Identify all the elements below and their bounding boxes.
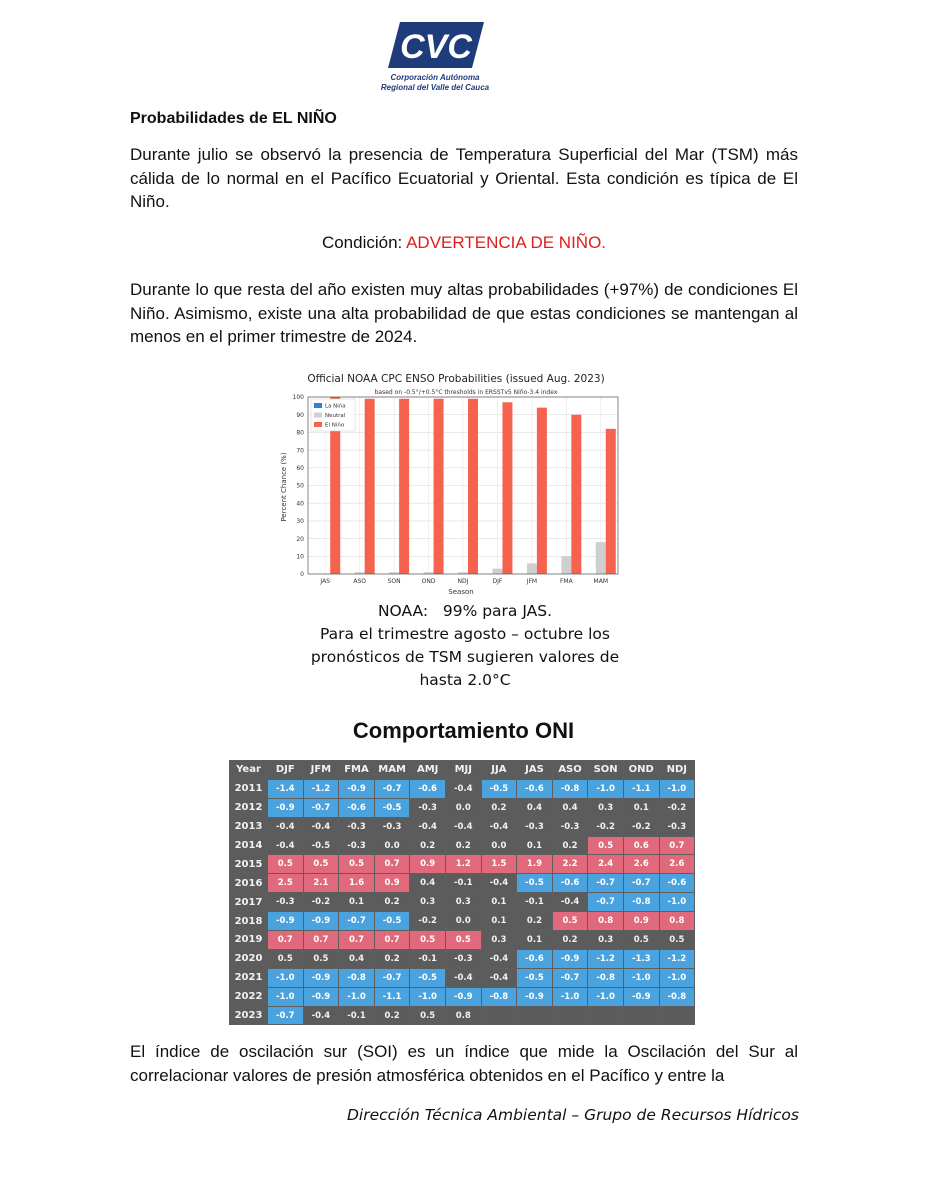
oni-row-2011 <box>230 779 695 798</box>
oni-value-cell: -0.4 <box>445 779 481 798</box>
oni-value-cell: 0.5 <box>268 855 304 874</box>
y-tick-label: 20 <box>296 535 304 543</box>
oni-value-cell: -1.1 <box>374 987 410 1006</box>
oni-value-cell: -0.2 <box>623 817 659 836</box>
oni-value-cell: -1.1 <box>623 779 659 798</box>
oni-value-cell: -0.3 <box>374 817 410 836</box>
legend-label: El Niño <box>325 422 345 429</box>
y-tick-label: 10 <box>296 553 304 561</box>
oni-value-cell: 0.5 <box>445 931 481 950</box>
oni-value-cell: 0.5 <box>659 931 695 950</box>
oni-value-cell: -1.4 <box>268 779 304 798</box>
oni-value-cell: -0.9 <box>268 798 304 817</box>
oni-value-cell <box>623 1006 659 1025</box>
oni-row-2014 <box>230 836 695 855</box>
oni-value-cell: 0.4 <box>552 798 588 817</box>
oni-value-cell: -0.2 <box>659 798 695 817</box>
oni-header-ond: OND <box>623 761 659 780</box>
oni-value-cell: -0.9 <box>623 987 659 1006</box>
oni-value-cell: 0.3 <box>445 893 481 912</box>
legend-label: La Niña <box>325 403 346 410</box>
x-tick-label: NDJ <box>457 578 469 585</box>
oni-value-cell: -0.4 <box>303 817 339 836</box>
oni-value-cell: -0.1 <box>517 893 553 912</box>
oni-value-cell: -1.0 <box>659 779 695 798</box>
oni-value-cell: -0.5 <box>517 874 553 893</box>
y-tick-label: 90 <box>296 411 304 419</box>
oni-header-son: SON <box>588 761 624 780</box>
oni-value-cell <box>588 1006 624 1025</box>
oni-year-cell: 2023 <box>230 1006 268 1025</box>
oni-value-cell: -1.0 <box>623 968 659 987</box>
oni-value-cell: -0.4 <box>481 968 517 987</box>
paragraph-probabilities: Durante lo que resta del año existen muy altas probabilidades (+97%) de condiciones El Niño. Asimismo, existe una alta probabilidad de que estas condiciones se mantengan al menos en el primer trimestre de 2024. <box>130 280 798 346</box>
oni-value-cell: 2.1 <box>303 874 339 893</box>
oni-value-cell: 2.2 <box>552 855 588 874</box>
paragraph-intro: Durante julio se observó la presencia de Temperatura Superficial del Mar (TSM) más cálida de lo normal en el Pacífico Ecuatorial y Oriental. Esta condición es típica de El Niño. <box>130 145 798 211</box>
oni-value-cell: -0.2 <box>303 893 339 912</box>
oni-value-cell: -0.3 <box>339 817 375 836</box>
oni-value-cell: 0.2 <box>517 912 553 931</box>
oni-value-cell: -0.5 <box>374 912 410 931</box>
oni-row-2012 <box>230 798 695 817</box>
oni-value-cell: -0.4 <box>481 874 517 893</box>
oni-value-cell: -0.5 <box>303 836 339 855</box>
oni-value-cell: 0.3 <box>588 931 624 950</box>
oni-value-cell: -0.4 <box>481 817 517 836</box>
oni-year-cell: 2022 <box>230 987 268 1006</box>
x-tick-label: FMA <box>559 578 573 585</box>
oni-value-cell: 0.9 <box>623 912 659 931</box>
bar-neutral-mam <box>596 542 606 574</box>
oni-value-cell: 0.5 <box>339 855 375 874</box>
oni-year-cell: 2012 <box>230 798 268 817</box>
noaa-caption-line-1: NOAA: 99% para JAS. <box>377 602 553 620</box>
oni-value-cell: 0.7 <box>339 931 375 950</box>
bar-el-ni-o-djf <box>502 402 512 574</box>
oni-row-2016 <box>230 874 695 893</box>
oni-value-cell: 0.5 <box>623 931 659 950</box>
oni-value-cell <box>481 1006 517 1025</box>
y-tick-label: 50 <box>296 482 304 490</box>
oni-value-cell: -0.6 <box>517 949 553 968</box>
oni-header-mjj: MJJ <box>445 761 481 780</box>
oni-value-cell: -0.6 <box>517 779 553 798</box>
oni-value-cell: -0.9 <box>339 779 375 798</box>
bar-neutral-fma <box>561 556 571 574</box>
oni-value-cell: 0.9 <box>374 874 410 893</box>
chart-ylabel: Percent Chance (%) <box>280 452 288 522</box>
oni-value-cell: -1.2 <box>659 949 695 968</box>
oni-value-cell: -1.0 <box>588 987 624 1006</box>
y-tick-label: 60 <box>296 465 304 472</box>
oni-value-cell: -0.7 <box>374 968 410 987</box>
oni-value-cell: -0.3 <box>410 798 446 817</box>
oni-row-2021 <box>230 968 695 987</box>
x-tick-label: OND <box>421 578 436 585</box>
oni-value-cell: -0.4 <box>445 968 481 987</box>
oni-value-cell: 0.8 <box>659 912 695 931</box>
noaa-caption-line-4: hasta 2.0°C <box>419 671 511 689</box>
oni-value-cell: -0.3 <box>339 836 375 855</box>
oni-value-cell: -0.7 <box>303 798 339 817</box>
y-tick-label: 80 <box>296 429 304 437</box>
oni-value-cell: -1.0 <box>659 893 695 912</box>
oni-value-cell: 0.2 <box>552 836 588 855</box>
oni-value-cell: 0.1 <box>339 893 375 912</box>
oni-year-cell: 2017 <box>230 893 268 912</box>
chart-legend <box>311 399 355 431</box>
chart-title: Official NOAA CPC ENSO Probabilities (issued Aug. 2023) <box>307 373 605 385</box>
oni-header-djf: DJF <box>268 761 304 780</box>
oni-value-cell: -0.2 <box>410 912 446 931</box>
oni-value-cell: -0.6 <box>552 874 588 893</box>
oni-value-cell: -0.8 <box>659 987 695 1006</box>
oni-header-year: Year <box>230 761 268 780</box>
cvc-logo <box>380 18 490 94</box>
oni-value-cell: -0.8 <box>481 987 517 1006</box>
oni-value-cell: 0.7 <box>374 855 410 874</box>
chart-subtitle: based on -0.5°/+0.5°C thresholds in ERSSTv5 Niño-3.4 index <box>374 389 558 396</box>
oni-year-cell: 2013 <box>230 817 268 836</box>
oni-value-cell: -0.6 <box>659 874 695 893</box>
y-tick-label: 0 <box>300 571 304 579</box>
oni-value-cell <box>517 1006 553 1025</box>
oni-value-cell: 0.5 <box>303 949 339 968</box>
oni-value-cell: -0.1 <box>410 949 446 968</box>
oni-value-cell: -0.4 <box>268 817 304 836</box>
oni-row-2019 <box>230 931 695 950</box>
oni-header-jfm: JFM <box>303 761 339 780</box>
noaa-caption-line-2: Para el trimestre agosto – octubre los <box>320 625 610 643</box>
oni-value-cell: -0.4 <box>303 1006 339 1025</box>
oni-value-cell: 2.5 <box>268 874 304 893</box>
oni-header-amj: AMJ <box>410 761 446 780</box>
condition-line <box>130 233 798 253</box>
oni-value-cell: -1.0 <box>659 968 695 987</box>
oni-value-cell: -0.9 <box>552 949 588 968</box>
oni-value-cell: -0.3 <box>517 817 553 836</box>
oni-row-2017 <box>230 893 695 912</box>
oni-value-cell <box>552 1006 588 1025</box>
chart-x-ticks <box>319 578 608 585</box>
oni-value-cell: -0.9 <box>445 987 481 1006</box>
bar-el-ni-o-ond <box>434 399 444 574</box>
oni-value-cell: 0.6 <box>623 836 659 855</box>
oni-value-cell: -0.9 <box>303 987 339 1006</box>
oni-value-cell <box>659 1006 695 1025</box>
oni-value-cell: 0.3 <box>410 893 446 912</box>
logo-text: CVC <box>400 28 472 66</box>
oni-value-cell: 0.9 <box>410 855 446 874</box>
oni-value-cell: 0.0 <box>445 798 481 817</box>
oni-row-2023 <box>230 1006 695 1025</box>
oni-year-cell: 2020 <box>230 949 268 968</box>
oni-row-2022 <box>230 987 695 1006</box>
oni-value-cell: -1.0 <box>410 987 446 1006</box>
oni-value-cell: 0.4 <box>339 949 375 968</box>
oni-header-ndj: NDJ <box>659 761 695 780</box>
oni-value-cell: -1.0 <box>552 987 588 1006</box>
oni-header-fma: FMA <box>339 761 375 780</box>
oni-value-cell: 0.7 <box>374 931 410 950</box>
oni-row-2013 <box>230 817 695 836</box>
oni-value-cell: 0.1 <box>623 798 659 817</box>
oni-value-cell: -0.8 <box>552 779 588 798</box>
bar-neutral-jfm <box>527 563 537 574</box>
oni-value-cell: -0.9 <box>303 912 339 931</box>
oni-value-cell: -0.3 <box>659 817 695 836</box>
oni-value-cell: -1.2 <box>303 779 339 798</box>
logo-tagline-2: Regional del Valle del Cauca <box>380 83 490 92</box>
oni-value-cell: -0.7 <box>623 874 659 893</box>
oni-value-cell: 0.8 <box>445 1006 481 1025</box>
oni-value-cell: -0.7 <box>339 912 375 931</box>
oni-value-cell: 0.2 <box>552 931 588 950</box>
x-tick-label: SON <box>387 578 401 585</box>
oni-value-cell: 0.4 <box>410 874 446 893</box>
oni-year-cell: 2018 <box>230 912 268 931</box>
oni-value-cell: -0.4 <box>410 817 446 836</box>
legend-label: Neutral <box>325 413 346 420</box>
noaa-caption <box>280 600 650 692</box>
oni-value-cell: 0.2 <box>410 836 446 855</box>
oni-value-cell: 1.9 <box>517 855 553 874</box>
oni-value-cell: -0.5 <box>374 798 410 817</box>
oni-value-cell: -0.9 <box>303 968 339 987</box>
oni-value-cell: -0.7 <box>552 968 588 987</box>
oni-value-cell: 0.5 <box>588 836 624 855</box>
oni-table-header <box>230 761 695 780</box>
oni-value-cell: -0.7 <box>588 874 624 893</box>
oni-value-cell: -0.7 <box>374 779 410 798</box>
oni-value-cell: 0.1 <box>481 912 517 931</box>
oni-value-cell: 0.5 <box>303 855 339 874</box>
oni-value-cell: -1.3 <box>623 949 659 968</box>
oni-table <box>229 760 695 1025</box>
bar-el-ni-o-ndj <box>468 399 478 574</box>
oni-value-cell: 0.4 <box>517 798 553 817</box>
oni-year-cell: 2014 <box>230 836 268 855</box>
oni-row-2018 <box>230 912 695 931</box>
oni-year-cell: 2011 <box>230 779 268 798</box>
oni-value-cell: 2.6 <box>659 855 695 874</box>
oni-year-cell: 2015 <box>230 855 268 874</box>
oni-value-cell: 1.2 <box>445 855 481 874</box>
bar-el-ni-o-jfm <box>537 408 547 574</box>
x-tick-label: DJF <box>492 578 503 585</box>
oni-value-cell: 0.5 <box>552 912 588 931</box>
oni-value-cell: -1.2 <box>588 949 624 968</box>
oni-value-cell: -0.7 <box>588 893 624 912</box>
oni-value-cell: 0.2 <box>374 893 410 912</box>
oni-value-cell: -0.8 <box>339 968 375 987</box>
legend-swatch <box>314 403 322 408</box>
paragraph-soi: El índice de oscilación sur (SOI) es un índice que mide la Oscilación del Sur al correlacionar valores de presión atmosférica obtenidos en el Pacífico y entre la <box>130 1042 798 1085</box>
oni-value-cell: 0.5 <box>268 949 304 968</box>
oni-value-cell: -0.6 <box>339 798 375 817</box>
oni-year-cell: 2021 <box>230 968 268 987</box>
section-heading: Probabilidades de EL NIÑO <box>130 110 337 127</box>
oni-value-cell: 0.2 <box>374 949 410 968</box>
oni-value-cell: 0.8 <box>588 912 624 931</box>
oni-value-cell: -0.3 <box>445 949 481 968</box>
oni-value-cell: 2.6 <box>623 855 659 874</box>
oni-value-cell: -0.9 <box>268 912 304 931</box>
legend-swatch <box>314 413 322 418</box>
x-tick-label: JAS <box>320 578 331 585</box>
y-tick-label: 70 <box>296 447 304 455</box>
oni-header-aso: ASO <box>552 761 588 780</box>
cvc-logo-graphic <box>380 18 490 74</box>
bar-el-ni-o-aso <box>365 399 375 574</box>
oni-value-cell: 0.2 <box>481 798 517 817</box>
logo-tagline-1: Corporación Autónoma <box>390 73 480 82</box>
enso-probability-chart <box>276 368 626 598</box>
oni-value-cell: -0.5 <box>481 779 517 798</box>
oni-value-cell: -1.0 <box>268 987 304 1006</box>
oni-value-cell: 0.7 <box>268 931 304 950</box>
y-tick-label: 40 <box>296 500 304 508</box>
oni-value-cell: -0.1 <box>445 874 481 893</box>
oni-row-2015 <box>230 855 695 874</box>
oni-value-cell: -0.3 <box>268 893 304 912</box>
oni-value-cell: -1.0 <box>268 968 304 987</box>
oni-value-cell: 0.5 <box>410 931 446 950</box>
oni-value-cell: 0.0 <box>481 836 517 855</box>
oni-value-cell: 0.2 <box>374 1006 410 1025</box>
oni-value-cell: 0.1 <box>517 836 553 855</box>
x-tick-label: MAM <box>593 578 609 585</box>
oni-value-cell: -0.2 <box>588 817 624 836</box>
chart-bars <box>330 397 616 574</box>
oni-value-cell: 0.1 <box>481 893 517 912</box>
oni-value-cell: 0.7 <box>659 836 695 855</box>
oni-value-cell: 0.0 <box>445 912 481 931</box>
oni-value-cell: 0.0 <box>374 836 410 855</box>
oni-value-cell: 1.6 <box>339 874 375 893</box>
oni-value-cell: 0.2 <box>445 836 481 855</box>
oni-value-cell: 2.4 <box>588 855 624 874</box>
oni-value-cell: -0.4 <box>445 817 481 836</box>
chart-y-ticks <box>293 394 305 578</box>
oni-value-cell: 0.3 <box>588 798 624 817</box>
oni-year-cell: 2016 <box>230 874 268 893</box>
legend-swatch <box>314 422 322 427</box>
oni-value-cell: 0.7 <box>303 931 339 950</box>
oni-row-2020 <box>230 949 695 968</box>
oni-header-mam: MAM <box>374 761 410 780</box>
y-tick-label: 100 <box>292 394 304 402</box>
condition-label: Condición: <box>321 233 407 252</box>
bar-el-ni-o-mam <box>606 429 616 574</box>
x-tick-label: ASO <box>353 578 366 585</box>
oni-header-jja: JJA <box>481 761 517 780</box>
footer-text: Dirección Técnica Ambiental – Grupo de Recursos Hídricos <box>346 1106 799 1124</box>
x-tick-label: JFM <box>526 578 538 585</box>
oni-value-cell: -0.6 <box>410 779 446 798</box>
oni-value-cell: -0.9 <box>517 987 553 1006</box>
oni-value-cell: -0.8 <box>588 968 624 987</box>
oni-value-cell: -0.8 <box>623 893 659 912</box>
oni-value-cell: -0.4 <box>268 836 304 855</box>
oni-value-cell: -0.7 <box>268 1006 304 1025</box>
oni-value-cell: 1.5 <box>481 855 517 874</box>
oni-header-jas: JAS <box>517 761 553 780</box>
oni-value-cell: 0.1 <box>517 931 553 950</box>
bar-neutral-djf <box>492 569 502 574</box>
oni-value-cell: -1.0 <box>588 779 624 798</box>
chart-xlabel: Season <box>448 588 474 596</box>
oni-value-cell: -0.4 <box>481 949 517 968</box>
oni-value-cell: -0.3 <box>552 817 588 836</box>
condition-value: ADVERTENCIA DE NIÑO. <box>406 233 607 252</box>
oni-title: Comportamiento ONI <box>352 718 575 743</box>
oni-value-cell: -0.4 <box>552 893 588 912</box>
oni-value-cell: -0.5 <box>517 968 553 987</box>
oni-value-cell: 0.3 <box>481 931 517 950</box>
y-tick-label: 30 <box>296 518 304 526</box>
oni-value-cell: 0.5 <box>410 1006 446 1025</box>
bar-el-ni-o-son <box>399 399 409 574</box>
bar-el-ni-o-fma <box>571 415 581 574</box>
noaa-caption-line-3: pronósticos de TSM sugieren valores de <box>310 648 620 666</box>
oni-value-cell: -1.0 <box>339 987 375 1006</box>
oni-year-cell: 2019 <box>230 931 268 950</box>
oni-value-cell: -0.1 <box>339 1006 375 1025</box>
oni-value-cell: -0.5 <box>410 968 446 987</box>
